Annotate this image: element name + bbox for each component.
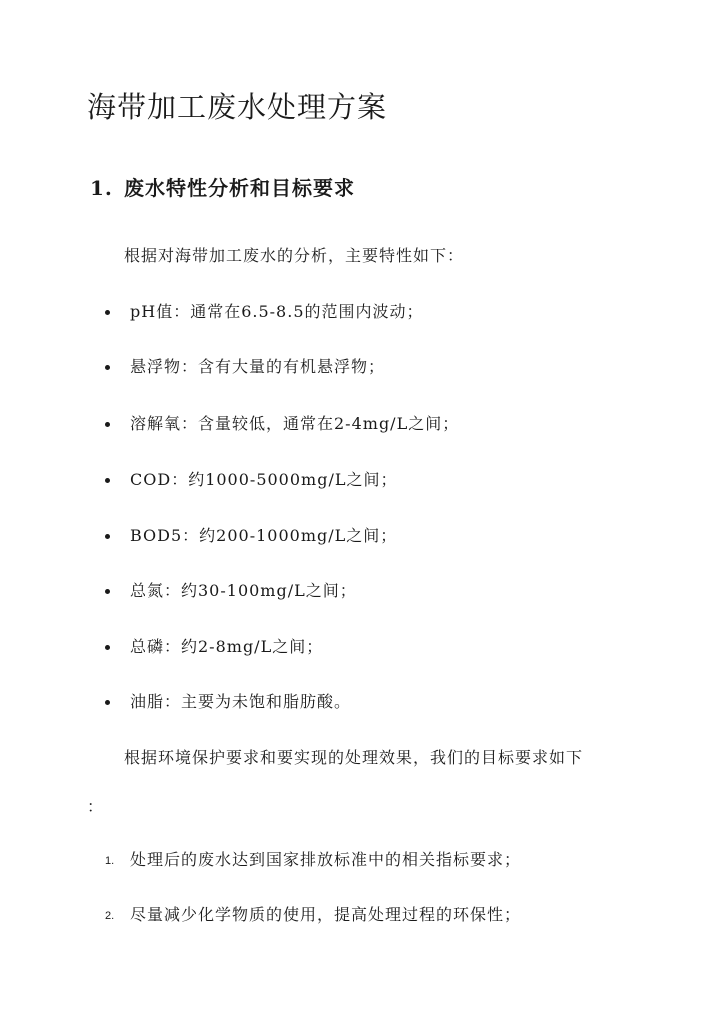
list-item-number: 1. [105, 855, 115, 867]
list-item-text: BOD5：约200-1000mg/L之间； [130, 526, 398, 545]
bullet-icon [105, 478, 110, 483]
bullet-icon [105, 645, 110, 650]
list-item-text: 总磷：约2-8mg/L之间； [130, 637, 324, 656]
list-item-text: 悬浮物：含有大量的有机悬浮物； [130, 357, 386, 376]
bullet-icon [105, 589, 110, 594]
bullet-icon [105, 422, 110, 427]
section-number: 1. [90, 176, 113, 200]
bullet-icon [105, 534, 110, 539]
list-item-text: 总氮：约30-100mg/L之间； [130, 581, 357, 600]
list-item-text: COD：约1000-5000mg/L之间； [130, 470, 398, 489]
bullet-icon [105, 700, 110, 705]
goals-intro-paragraph: 根据环境保护要求和要实现的处理效果，我们的目标要求如下 [124, 748, 584, 767]
section-heading [90, 172, 355, 204]
list-item-text: pH值：通常在6.5-8.5的范围内波动； [130, 302, 424, 321]
list-item-text: 处理后的废水达到国家排放标准中的相关指标要求； [130, 850, 522, 869]
list-item-text: 溶解氧：含量较低，通常在2-4mg/L之间； [130, 414, 460, 433]
section-heading-text: 废水特性分析和目标要求 [124, 176, 355, 200]
bullet-icon [105, 310, 110, 315]
document-title: 海带加工废水处理方案 [87, 90, 388, 124]
list-item-text: 油脂：主要为未饱和脂肪酸。 [130, 692, 352, 711]
intro-paragraph: 根据对海带加工废水的分析，主要特性如下： [124, 246, 465, 265]
list-item-number: 2. [105, 910, 115, 922]
goals-intro-tail: ： [87, 797, 104, 816]
bullet-icon [105, 365, 110, 370]
list-item-text: 尽量减少化学物质的使用，提高处理过程的环保性； [130, 905, 522, 924]
